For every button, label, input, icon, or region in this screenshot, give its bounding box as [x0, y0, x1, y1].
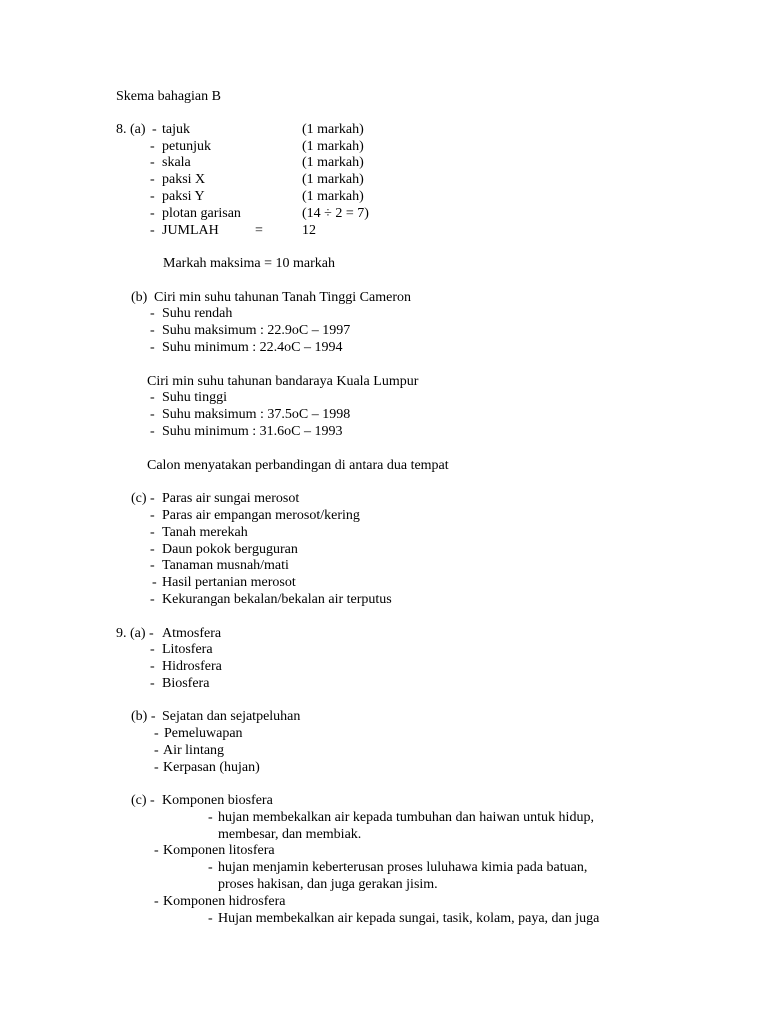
q8b-comparison-note: Calon menyatakan perbandingan di antara dua tempat [147, 458, 449, 473]
q8b-item-text: Suhu tinggi [162, 390, 227, 405]
q9b-item-text: Sejatan dan sejatpeluhan [162, 709, 301, 724]
q9c-item-text: Hujan membekalkan air kepada sungai, tasik, kolam, paya, dan juga [218, 911, 600, 926]
q9b-label: (b) - [131, 709, 156, 724]
q8b-label: (b) [131, 290, 148, 305]
q9b-item-text: Kerpasan (hujan) [163, 760, 260, 775]
q8a-item-text: paksi X [162, 172, 206, 187]
q8a-jumlah-label: JUMLAH [162, 223, 219, 238]
q8b-item-text: Suhu maksimum : 37.5oC – 1998 [162, 407, 351, 422]
q9c-item-text: hujan membekalkan air kepada tumbuhan dan haiwan untuk hidup, [218, 810, 594, 825]
q8c-item-dash: - [150, 558, 155, 573]
q9a-item-dash: - [150, 642, 155, 657]
q8a-jumlah-value: 12 [302, 223, 316, 238]
q9a-item-text: Hidrosfera [162, 659, 222, 674]
q8c-item-text: Tanaman musnah/mati [162, 558, 289, 573]
q8a-item-dash: - [150, 139, 155, 154]
q9c-item-text: Komponen litosfera [163, 843, 275, 858]
q8c-item-text: Paras air sungai merosot [162, 491, 300, 506]
q9a-item-dash: - [150, 659, 155, 674]
q8a-item-mark: (1 markah) [302, 122, 364, 137]
q9a-item-dash: - [150, 676, 155, 691]
section-heading: Skema bahagian B [116, 89, 221, 104]
q8a-max-note: Markah maksima = 10 markah [163, 256, 335, 271]
q8b-item-dash: - [150, 306, 155, 321]
q8a-item-text: plotan garisan [162, 206, 241, 221]
q8b-item-text: Suhu maksimum : 22.9oC – 1997 [162, 323, 351, 338]
q9c-item-text: Komponen biosfera [162, 793, 273, 808]
q8b-item-dash: - [150, 390, 155, 405]
q8b-item-text: Suhu rendah [162, 306, 233, 321]
q8a-jumlah-equals: = [255, 223, 263, 238]
q8a-item-mark: (1 markah) [302, 139, 364, 154]
q8a-item-text: tajuk [162, 122, 190, 137]
q9c-item-dash: - [154, 894, 159, 909]
q9b-item-text: Air lintang [163, 743, 225, 758]
q9-label: 9. (a) - [116, 626, 154, 641]
q9b-item-dash: - [154, 760, 159, 775]
q8b-item-text: Suhu minimum : 22.4oC – 1994 [162, 340, 343, 355]
q8b-item-dash: - [150, 407, 155, 422]
q9c-item-text: Komponen hidrosfera [163, 894, 286, 909]
q8b-heading-kuala-lumpur: Ciri min suhu tahunan bandaraya Kuala Lumpur [147, 374, 419, 389]
q9b-item-text: Pemeluwapan [164, 726, 243, 741]
q8c-item-dash: - [152, 575, 157, 590]
q9c-item-dash: - [154, 843, 159, 858]
q8c-item-dash: - [150, 508, 155, 523]
q8a-item-text: paksi Y [162, 189, 205, 204]
q8-label: 8. (a) [116, 122, 146, 137]
q9c-item-dash: - [208, 810, 213, 825]
q8a-item-text: skala [162, 155, 191, 170]
q8a-item-mark: (1 markah) [302, 155, 364, 170]
q8c-item-text: Kekurangan bekalan/bekalan air terputus [162, 592, 392, 607]
q9c-item-dash: - [208, 860, 213, 875]
q8b-item-dash: - [150, 323, 155, 338]
q8a-item-dash: - [152, 122, 157, 137]
q8c-item-dash: - [150, 525, 155, 540]
q8a-item-mark: (1 markah) [302, 189, 364, 204]
q8c-label: (c) - [131, 491, 155, 506]
q8a-item-mark: (1 markah) [302, 172, 364, 187]
q9c-label: (c) - [131, 793, 155, 808]
q8c-item-text: Hasil pertanian merosot [162, 575, 296, 590]
q8a-item-dash: - [150, 189, 155, 204]
q9a-item-text: Atmosfera [162, 626, 222, 641]
q9c-item-dash: - [208, 911, 213, 926]
q9a-item-text: Litosfera [162, 642, 213, 657]
q9c-item-text: proses hakisan, dan juga gerakan jisim. [218, 877, 438, 892]
q8a-item-dash: - [150, 172, 155, 187]
q8c-item-text: Paras air empangan merosot/kering [162, 508, 360, 523]
q8a-item-text: petunjuk [162, 139, 211, 154]
q8a-item-dash: - [150, 206, 155, 221]
q8a-item-mark: (14 ÷ 2 = 7) [302, 206, 369, 221]
q8a-item-dash: - [150, 155, 155, 170]
q9c-item-text: hujan menjamin keberterusan proses luluhawa kimia pada batuan, [218, 860, 588, 875]
q9c-item-text: membesar, dan membiak. [218, 827, 362, 842]
q9a-item-text: Biosfera [162, 676, 210, 691]
q8b-item-dash: - [150, 424, 155, 439]
q9b-item-dash: - [154, 726, 159, 741]
q8a-jumlah-dash: - [150, 223, 155, 238]
q9b-item-dash: - [154, 743, 159, 758]
q8c-item-dash: - [150, 592, 155, 607]
q8c-item-text: Tanah merekah [162, 525, 248, 540]
q8b-item-dash: - [150, 340, 155, 355]
q8c-item-text: Daun pokok berguguran [162, 542, 298, 557]
q8b-heading-cameron: Ciri min suhu tahunan Tanah Tinggi Cameron [154, 290, 411, 305]
q8b-item-text: Suhu minimum : 31.6oC – 1993 [162, 424, 343, 439]
q8c-item-dash: - [150, 542, 155, 557]
